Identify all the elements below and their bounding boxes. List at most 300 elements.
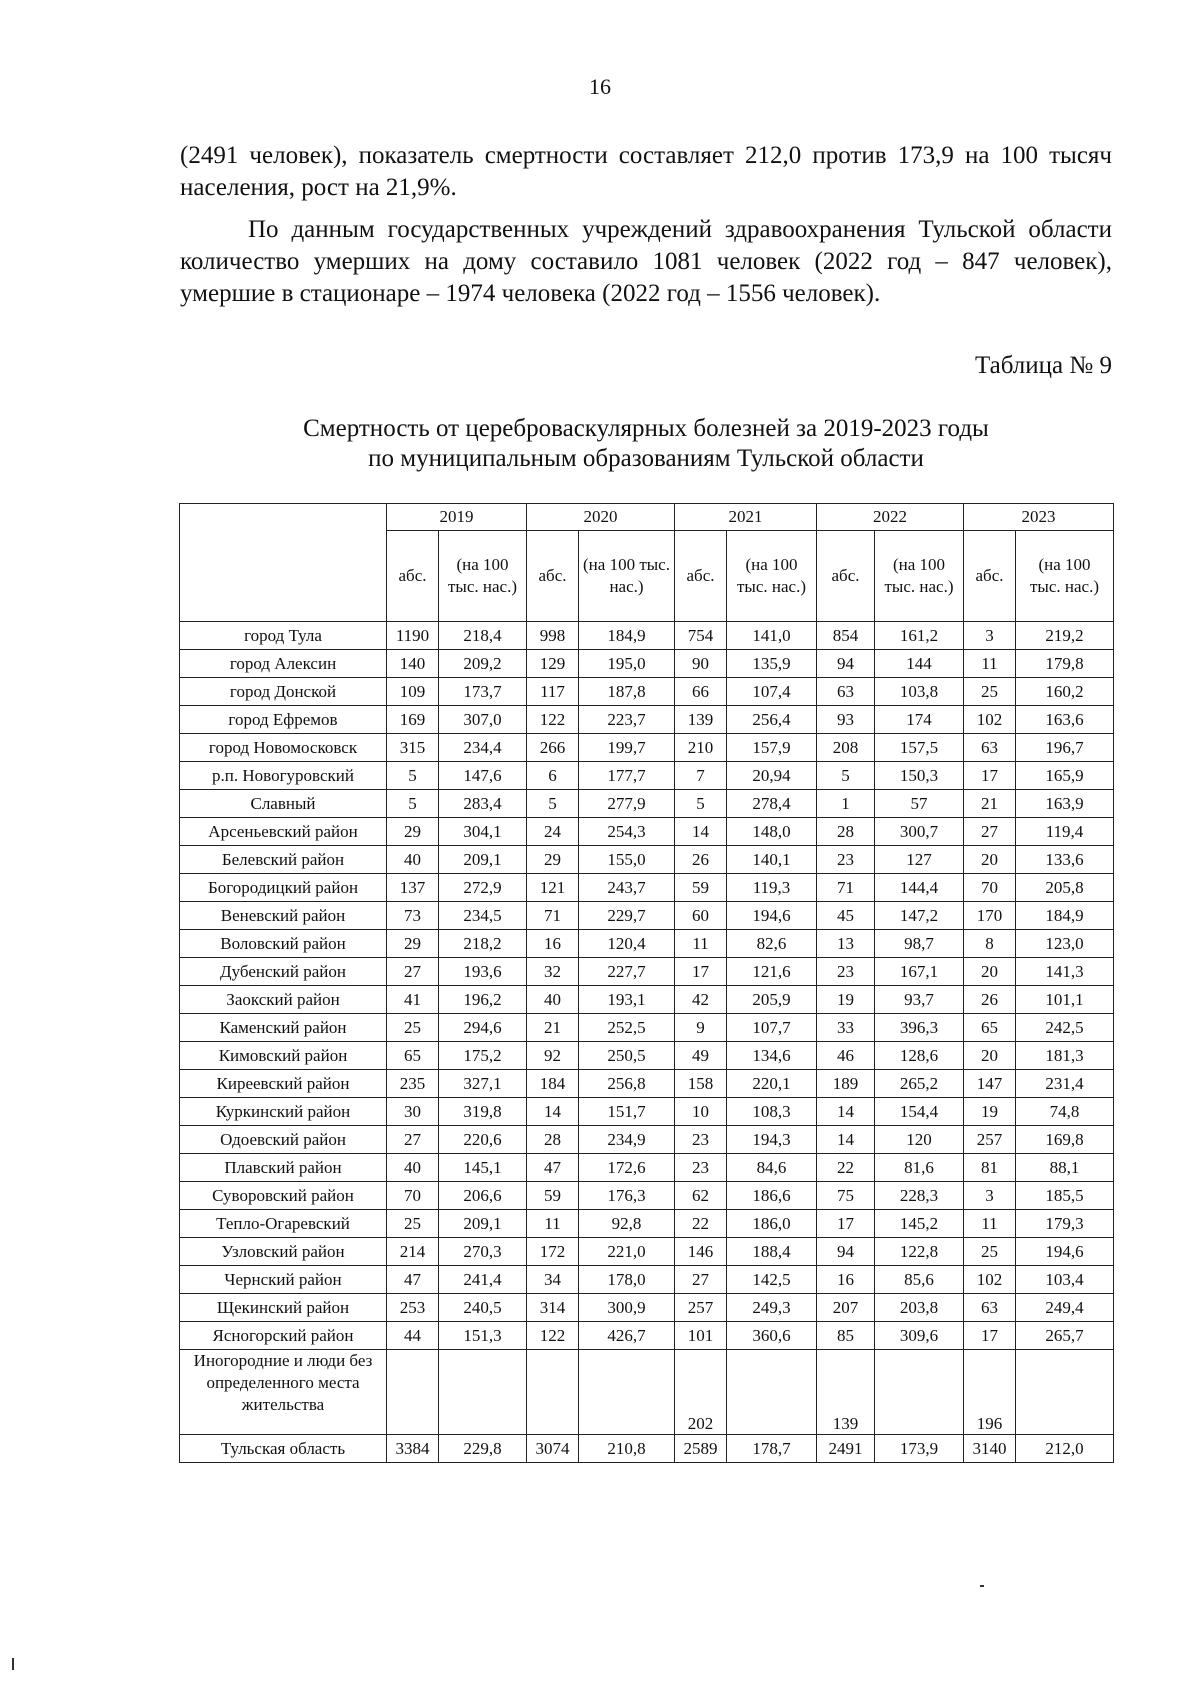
- rate-value-cell: 173,7: [439, 678, 527, 706]
- rate-value-cell: 227,7: [579, 958, 675, 986]
- rate-value-cell: 234,9: [579, 1126, 675, 1154]
- abs-value-cell: 40: [527, 986, 579, 1014]
- rate-header: (на 100 тыс. нас.): [875, 531, 964, 622]
- abs-value-cell: 27: [387, 958, 439, 986]
- rate-value-cell: 161,2: [875, 622, 964, 650]
- abs-value-cell: 23: [675, 1126, 727, 1154]
- rate-value-cell: 278,4: [727, 790, 817, 818]
- year-header: 2022: [817, 504, 964, 531]
- rate-value-cell: 277,9: [579, 790, 675, 818]
- rate-value-cell: 223,7: [579, 706, 675, 734]
- abs-value-cell: 137: [387, 874, 439, 902]
- abs-value-cell: 102: [964, 1266, 1016, 1294]
- table-row: [180, 1070, 1114, 1098]
- abs-value-cell: 314: [527, 1294, 579, 1322]
- abs-value-cell: 62: [675, 1182, 727, 1210]
- rate-value-cell: 234,4: [439, 734, 527, 762]
- table-title-line-1: Смертность от цереброваскулярных болезней за 2019-2023 годы: [303, 415, 989, 442]
- rate-value-cell: 145,2: [875, 1210, 964, 1238]
- rate-value-cell: 294,6: [439, 1014, 527, 1042]
- abs-value-cell: 94: [817, 650, 875, 678]
- abs-header: абс.: [527, 531, 579, 622]
- row-name-cell: Богородицкий район: [180, 874, 387, 902]
- row-name-cell: Веневский район: [180, 902, 387, 930]
- abs-value-cell: 3074: [527, 1435, 579, 1463]
- rate-value-cell: 174: [875, 706, 964, 734]
- rate-value-cell: 396,3: [875, 1014, 964, 1042]
- rate-value-cell: 179,8: [1016, 650, 1114, 678]
- abs-value-cell: 90: [675, 650, 727, 678]
- table-label: Таблица № 9: [974, 352, 1112, 379]
- rate-value-cell: 210,8: [579, 1435, 675, 1463]
- abs-value-cell: 5: [527, 790, 579, 818]
- table-row: [180, 790, 1114, 818]
- abs-value-cell: 11: [964, 650, 1016, 678]
- abs-value-cell: 14: [817, 1126, 875, 1154]
- rate-value-cell: 178,0: [579, 1266, 675, 1294]
- abs-value-cell: 129: [527, 650, 579, 678]
- rate-value-cell: 179,3: [1016, 1210, 1114, 1238]
- abs-value-cell: 235: [387, 1070, 439, 1098]
- abs-value-cell: 33: [817, 1014, 875, 1042]
- paragraph-deaths-location: По данным государственных учреждений здравоохранения Тульской области количество умерших на дому составило 1081 человек (2022 год – 847 человек), умершие в стационаре – 1974 человека (2022 год – 1556 человек).: [180, 216, 1112, 307]
- abs-value-cell: [387, 1350, 439, 1435]
- abs-value-cell: 26: [964, 986, 1016, 1014]
- rate-value-cell: 169,8: [1016, 1126, 1114, 1154]
- rate-value-cell: 141,3: [1016, 958, 1114, 986]
- abs-value-cell: 32: [527, 958, 579, 986]
- abs-value-cell: 210: [675, 734, 727, 762]
- rate-value-cell: 186,6: [727, 1182, 817, 1210]
- row-name-cell: Куркинский район: [180, 1098, 387, 1126]
- rate-value-cell: 187,8: [579, 678, 675, 706]
- rate-value-cell: 121,6: [727, 958, 817, 986]
- rate-value-cell: [727, 1350, 817, 1435]
- abs-value-cell: 25: [387, 1014, 439, 1042]
- rate-value-cell: 229,8: [439, 1435, 527, 1463]
- rate-value-cell: 176,3: [579, 1182, 675, 1210]
- row-name-cell: Киреевский район: [180, 1070, 387, 1098]
- abs-value-cell: 14: [527, 1098, 579, 1126]
- abs-value-cell: 140: [387, 650, 439, 678]
- abs-value-cell: 21: [964, 790, 1016, 818]
- year-header: 2020: [527, 504, 675, 531]
- rate-value-cell: 234,5: [439, 902, 527, 930]
- rate-value-cell: 219,2: [1016, 622, 1114, 650]
- abs-value-cell: 40: [387, 1154, 439, 1182]
- abs-value-cell: 66: [675, 678, 727, 706]
- abs-value-cell: 121: [527, 874, 579, 902]
- rate-value-cell: 147,2: [875, 902, 964, 930]
- abs-value-cell: 47: [527, 1154, 579, 1182]
- rate-value-cell: 144: [875, 650, 964, 678]
- abs-value-cell: 14: [675, 818, 727, 846]
- table-row: [180, 650, 1114, 678]
- rate-value-cell: 84,6: [727, 1154, 817, 1182]
- rate-value-cell: 228,3: [875, 1182, 964, 1210]
- rate-value-cell: 101,1: [1016, 986, 1114, 1014]
- rate-value-cell: 163,6: [1016, 706, 1114, 734]
- table-row: [180, 622, 1114, 650]
- rate-value-cell: 120,4: [579, 930, 675, 958]
- table-row: [180, 1014, 1114, 1042]
- rate-value-cell: 188,4: [727, 1238, 817, 1266]
- abs-value-cell: 65: [964, 1014, 1016, 1042]
- abs-value-cell: 754: [675, 622, 727, 650]
- abs-value-cell: 42: [675, 986, 727, 1014]
- abs-value-cell: 25: [964, 678, 1016, 706]
- abs-value-cell: 998: [527, 622, 579, 650]
- rate-value-cell: 123,0: [1016, 930, 1114, 958]
- rate-value-cell: 218,2: [439, 930, 527, 958]
- rate-value-cell: [875, 1350, 964, 1435]
- abs-value-cell: 27: [387, 1126, 439, 1154]
- abs-value-cell: 40: [387, 846, 439, 874]
- rate-value-cell: 120: [875, 1126, 964, 1154]
- row-name-cell: Белевский район: [180, 846, 387, 874]
- abs-value-cell: 3384: [387, 1435, 439, 1463]
- abs-value-cell: 25: [964, 1238, 1016, 1266]
- rate-value-cell: 151,3: [439, 1322, 527, 1350]
- abs-value-cell: 266: [527, 734, 579, 762]
- abs-value-cell: 19: [817, 986, 875, 1014]
- row-name-cell: город Донской: [180, 678, 387, 706]
- rate-value-cell: 140,1: [727, 846, 817, 874]
- abs-value-cell: 253: [387, 1294, 439, 1322]
- rate-value-cell: 88,1: [1016, 1154, 1114, 1182]
- abs-value-cell: 2491: [817, 1435, 875, 1463]
- rate-value-cell: 242,5: [1016, 1014, 1114, 1042]
- table-row: [180, 874, 1114, 902]
- abs-value-cell: 20: [964, 1042, 1016, 1070]
- abs-value-cell: 139: [675, 706, 727, 734]
- rate-value-cell: 184,9: [579, 622, 675, 650]
- rate-value-cell: 151,7: [579, 1098, 675, 1126]
- row-name-cell: город Ефремов: [180, 706, 387, 734]
- rate-value-cell: 142,5: [727, 1266, 817, 1294]
- row-name-cell: Славный: [180, 790, 387, 818]
- page-number: 16: [589, 74, 611, 99]
- rate-value-cell: 249,3: [727, 1294, 817, 1322]
- rate-value-cell: 272,9: [439, 874, 527, 902]
- rate-value-cell: 133,6: [1016, 846, 1114, 874]
- table-row: [180, 902, 1114, 930]
- rate-value-cell: 196,7: [1016, 734, 1114, 762]
- abs-value-cell: [527, 1350, 579, 1435]
- rate-value-cell: 107,7: [727, 1014, 817, 1042]
- rate-value-cell: 147,6: [439, 762, 527, 790]
- abs-value-cell: 11: [527, 1210, 579, 1238]
- table-row: [180, 1435, 1114, 1463]
- rate-value-cell: 160,2: [1016, 678, 1114, 706]
- abs-value-cell: 7: [675, 762, 727, 790]
- abs-value-cell: 13: [817, 930, 875, 958]
- rate-value-cell: 209,1: [439, 1210, 527, 1238]
- abs-value-cell: 81: [964, 1154, 1016, 1182]
- rate-value-cell: 193,6: [439, 958, 527, 986]
- rate-value-cell: 199,7: [579, 734, 675, 762]
- abs-value-cell: 20: [964, 846, 1016, 874]
- abs-value-cell: 207: [817, 1294, 875, 1322]
- row-name-cell: Узловский район: [180, 1238, 387, 1266]
- abs-value-cell: 71: [817, 874, 875, 902]
- rate-value-cell: 154,4: [875, 1098, 964, 1126]
- table-row: [180, 678, 1114, 706]
- rate-value-cell: 220,1: [727, 1070, 817, 1098]
- row-name-cell: Ясногорский район: [180, 1322, 387, 1350]
- abs-value-cell: 60: [675, 902, 727, 930]
- abs-value-cell: 102: [964, 706, 1016, 734]
- rate-value-cell: 98,7: [875, 930, 964, 958]
- rate-value-cell: 360,6: [727, 1322, 817, 1350]
- row-name-cell: Чернский район: [180, 1266, 387, 1294]
- rate-value-cell: [1016, 1350, 1114, 1435]
- row-name-cell: Суворовский район: [180, 1182, 387, 1210]
- abs-value-cell: 23: [675, 1154, 727, 1182]
- abs-value-cell: 172: [527, 1238, 579, 1266]
- abs-value-cell: 184: [527, 1070, 579, 1098]
- abs-value-cell: 20: [964, 958, 1016, 986]
- rate-value-cell: 220,6: [439, 1126, 527, 1154]
- rate-value-cell: 218,4: [439, 622, 527, 650]
- abs-value-cell: 139: [817, 1350, 875, 1435]
- rate-value-cell: 212,0: [1016, 1435, 1114, 1463]
- abs-value-cell: 169: [387, 706, 439, 734]
- table-row: [180, 1042, 1114, 1070]
- abs-value-cell: 59: [675, 874, 727, 902]
- abs-value-cell: 73: [387, 902, 439, 930]
- abs-value-cell: 24: [527, 818, 579, 846]
- rate-value-cell: 93,7: [875, 986, 964, 1014]
- abs-value-cell: 9: [675, 1014, 727, 1042]
- rate-value-cell: 265,7: [1016, 1322, 1114, 1350]
- abs-value-cell: 75: [817, 1182, 875, 1210]
- rate-value-cell: 231,4: [1016, 1070, 1114, 1098]
- rate-value-cell: 327,1: [439, 1070, 527, 1098]
- row-name-cell: Арсеньевский район: [180, 818, 387, 846]
- rate-value-cell: 203,8: [875, 1294, 964, 1322]
- abs-value-cell: 17: [964, 1322, 1016, 1350]
- rate-value-cell: 240,5: [439, 1294, 527, 1322]
- abs-value-cell: 257: [964, 1126, 1016, 1154]
- abs-value-cell: 189: [817, 1070, 875, 1098]
- rate-value-cell: 209,1: [439, 846, 527, 874]
- rate-value-cell: 205,9: [727, 986, 817, 1014]
- rate-value-cell: 254,3: [579, 818, 675, 846]
- table-row: [180, 1322, 1114, 1350]
- abs-value-cell: 29: [387, 930, 439, 958]
- abs-value-cell: 44: [387, 1322, 439, 1350]
- table-row: [180, 846, 1114, 874]
- rate-value-cell: 185,5: [1016, 1182, 1114, 1210]
- abs-value-cell: 63: [964, 734, 1016, 762]
- rate-value-cell: 157,9: [727, 734, 817, 762]
- abs-header: абс.: [387, 531, 439, 622]
- abs-value-cell: 23: [817, 846, 875, 874]
- rate-value-cell: 181,3: [1016, 1042, 1114, 1070]
- abs-value-cell: 71: [527, 902, 579, 930]
- table-row: [180, 1266, 1114, 1294]
- row-name-cell: Тульская область: [180, 1435, 387, 1463]
- abs-value-cell: 21: [527, 1014, 579, 1042]
- rate-value-cell: 307,0: [439, 706, 527, 734]
- abs-value-cell: 5: [675, 790, 727, 818]
- abs-value-cell: 70: [387, 1182, 439, 1210]
- rate-value-cell: 241,4: [439, 1266, 527, 1294]
- rate-value-cell: 82,6: [727, 930, 817, 958]
- abs-value-cell: 28: [817, 818, 875, 846]
- abs-value-cell: 70: [964, 874, 1016, 902]
- abs-header: абс.: [817, 531, 875, 622]
- row-name-cell: Щекинский район: [180, 1294, 387, 1322]
- table-row: [180, 958, 1114, 986]
- abs-value-cell: 117: [527, 678, 579, 706]
- year-header: 2023: [964, 504, 1114, 531]
- abs-value-cell: 17: [817, 1210, 875, 1238]
- row-name-cell: Каменский район: [180, 1014, 387, 1042]
- year-header-row: [180, 504, 1114, 531]
- abs-value-cell: 14: [817, 1098, 875, 1126]
- rate-value-cell: 173,9: [875, 1435, 964, 1463]
- rate-value-cell: 194,6: [727, 902, 817, 930]
- abs-value-cell: 93: [817, 706, 875, 734]
- abs-value-cell: 3140: [964, 1435, 1016, 1463]
- abs-value-cell: 17: [964, 762, 1016, 790]
- abs-value-cell: 11: [964, 1210, 1016, 1238]
- abs-value-cell: 8: [964, 930, 1016, 958]
- rate-value-cell: 85,6: [875, 1266, 964, 1294]
- abs-value-cell: 5: [817, 762, 875, 790]
- rate-value-cell: 92,8: [579, 1210, 675, 1238]
- rate-value-cell: 304,1: [439, 818, 527, 846]
- abs-value-cell: 208: [817, 734, 875, 762]
- abs-value-cell: 3: [964, 1182, 1016, 1210]
- rate-value-cell: 20,94: [727, 762, 817, 790]
- rate-value-cell: 249,4: [1016, 1294, 1114, 1322]
- row-name-cell: Тепло-Огаревский: [180, 1210, 387, 1238]
- abs-value-cell: 202: [675, 1350, 727, 1435]
- rate-value-cell: 148,0: [727, 818, 817, 846]
- table-row: [180, 734, 1114, 762]
- table-body: [180, 622, 1114, 1463]
- rate-value-cell: 256,8: [579, 1070, 675, 1098]
- abs-value-cell: 101: [675, 1322, 727, 1350]
- abs-value-cell: 109: [387, 678, 439, 706]
- row-name-cell: город Новомосковск: [180, 734, 387, 762]
- abs-value-cell: 5: [387, 790, 439, 818]
- rate-value-cell: 184,9: [1016, 902, 1114, 930]
- abs-value-cell: 85: [817, 1322, 875, 1350]
- scan-mark: [980, 1585, 984, 1587]
- abs-value-cell: 29: [527, 846, 579, 874]
- abs-value-cell: 1: [817, 790, 875, 818]
- abs-value-cell: 28: [527, 1126, 579, 1154]
- row-name-cell: город Тула: [180, 622, 387, 650]
- scan-mark: [12, 1658, 14, 1670]
- abs-value-cell: 16: [817, 1266, 875, 1294]
- abs-value-cell: 92: [527, 1042, 579, 1070]
- table-row: [180, 1182, 1114, 1210]
- year-header: 2021: [675, 504, 817, 531]
- abs-value-cell: 34: [527, 1266, 579, 1294]
- abs-value-cell: 16: [527, 930, 579, 958]
- abs-value-cell: 315: [387, 734, 439, 762]
- rate-value-cell: 250,5: [579, 1042, 675, 1070]
- row-name-cell: Дубенский район: [180, 958, 387, 986]
- rate-value-cell: 175,2: [439, 1042, 527, 1070]
- rate-value-cell: 119,4: [1016, 818, 1114, 846]
- rate-value-cell: 195,0: [579, 650, 675, 678]
- abs-header: абс.: [964, 531, 1016, 622]
- abs-value-cell: 47: [387, 1266, 439, 1294]
- table-row: [180, 1350, 1114, 1435]
- rate-value-cell: 128,6: [875, 1042, 964, 1070]
- row-name-cell: Плавский район: [180, 1154, 387, 1182]
- rate-value-cell: [579, 1350, 675, 1435]
- rate-value-cell: 209,2: [439, 650, 527, 678]
- table-row: [180, 1210, 1114, 1238]
- abs-value-cell: 59: [527, 1182, 579, 1210]
- table-row: [180, 762, 1114, 790]
- abs-value-cell: 6: [527, 762, 579, 790]
- rate-value-cell: 134,6: [727, 1042, 817, 1070]
- table-row: [180, 1238, 1114, 1266]
- rate-value-cell: 145,1: [439, 1154, 527, 1182]
- abs-value-cell: 147: [964, 1070, 1016, 1098]
- rate-value-cell: 127: [875, 846, 964, 874]
- abs-value-cell: 158: [675, 1070, 727, 1098]
- abs-value-cell: 214: [387, 1238, 439, 1266]
- table-row: [180, 1126, 1114, 1154]
- abs-value-cell: 22: [675, 1210, 727, 1238]
- rate-value-cell: 196,2: [439, 986, 527, 1014]
- table-title-line-2: по муниципальным образованиям Тульской области: [368, 445, 924, 472]
- abs-value-cell: 49: [675, 1042, 727, 1070]
- rate-value-cell: 150,3: [875, 762, 964, 790]
- rate-value-cell: 186,0: [727, 1210, 817, 1238]
- rate-value-cell: 300,7: [875, 818, 964, 846]
- corner-cell: [180, 504, 387, 622]
- rate-value-cell: 194,3: [727, 1126, 817, 1154]
- rate-value-cell: 221,0: [579, 1238, 675, 1266]
- rate-value-cell: 193,1: [579, 986, 675, 1014]
- rate-value-cell: 270,3: [439, 1238, 527, 1266]
- rate-value-cell: 155,0: [579, 846, 675, 874]
- row-name-cell: Одоевский район: [180, 1126, 387, 1154]
- rate-value-cell: 172,6: [579, 1154, 675, 1182]
- rate-header: (на 100 тыс. нас.): [1016, 531, 1114, 622]
- rate-value-cell: 300,9: [579, 1294, 675, 1322]
- row-name-cell: Иногородние и люди без определенного места жительства: [180, 1350, 387, 1435]
- rate-header: (на 100 тыс. нас.): [579, 531, 675, 622]
- rate-value-cell: 252,5: [579, 1014, 675, 1042]
- rate-value-cell: 135,9: [727, 650, 817, 678]
- rate-value-cell: 229,7: [579, 902, 675, 930]
- abs-value-cell: 26: [675, 846, 727, 874]
- rate-value-cell: 107,4: [727, 678, 817, 706]
- rate-value-cell: 103,4: [1016, 1266, 1114, 1294]
- abs-value-cell: 10: [675, 1098, 727, 1126]
- abs-value-cell: 65: [387, 1042, 439, 1070]
- rate-value-cell: 57: [875, 790, 964, 818]
- abs-value-cell: 854: [817, 622, 875, 650]
- rate-value-cell: 256,4: [727, 706, 817, 734]
- row-name-cell: Воловский район: [180, 930, 387, 958]
- abs-value-cell: 17: [675, 958, 727, 986]
- rate-value-cell: 167,1: [875, 958, 964, 986]
- rate-value-cell: 319,8: [439, 1098, 527, 1126]
- abs-value-cell: 122: [527, 1322, 579, 1350]
